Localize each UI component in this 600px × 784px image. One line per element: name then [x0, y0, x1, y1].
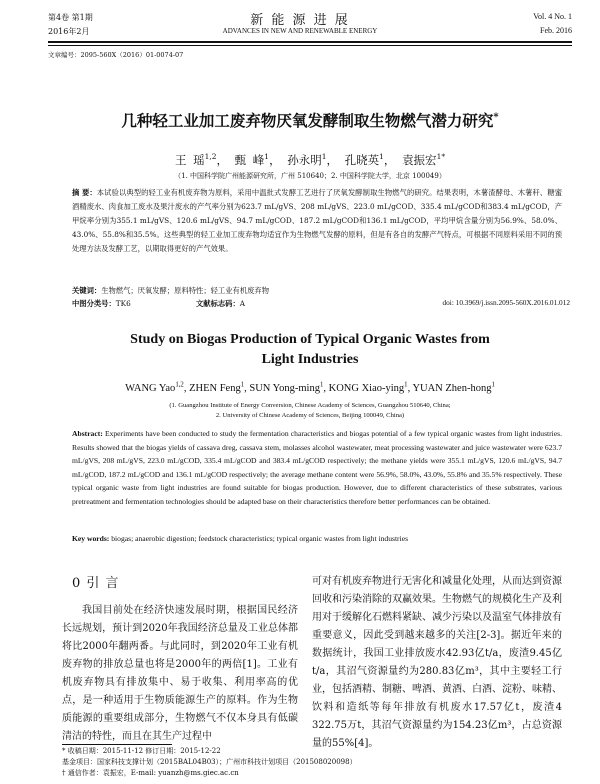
- footnote-received: * 收稿日期：2015-11-12 修订日期：2015-12-22: [62, 747, 221, 755]
- affiliation-en: (1. Guangzhou Institute of Energy Conversion, Chinese Academy of Sciences, Guangzhou 510640, China; 2. University of Chinese Academy of Sciences, Beijing 100049, China): [169, 402, 451, 419]
- body-left-column: 我国目前处在经济快速发展时期，根据国民经济长远规划，预计到2020年我国经济总量及工业总体都将比2000年翻两番。与此同时，到2020年工业有机废弃物的排放总量也将是2000年的两倍[1]。工业有机废弃物具有排放集中、易于收集、利用率高的优点，是一种适用于生物质能源生产的原料。作为生物质能源的重要组成部分，生物燃气不仅本身具有低碳清洁的特性，而且在其生产过程中: [62, 605, 298, 742]
- volume-en: Vol. 4 No. 1: [533, 12, 572, 21]
- authors-cn: 王 瑶$^{1,2}$， 甄 峰$^1$， 孙永明$^1$， 孔晓英$^1$， 袁振宏$^{1*}$: [174, 152, 446, 167]
- abstract-en: Abstract: Experiments have been conducted to study the fermentation characteristics and biogas potential of a few typical organic wastes from light industries. Results showed that the biogas yields of cassava dreg, cassava stem, molasses alcohol wastewater, meat processing wastewater and juice wastewater were 623.7 mL/gVS, 208 mL/gVS, 223.0 mL/gCOD, 335.4 mL/gCOD and 383.4 mL/gCOD respectively; the methane yields were 355.1 mL/gVS, 120.6 mL/gVS, 94.7 mL/gCOD, 187.2 mL/gCOD and 136.1 mL/gCOD respectively; the average methane content were 56.9%, 58.0%, 43.0%, 55.8% and 35.5% respectively. These typical organic waste from light industries are found suitable for biogas production. However, due to different characteristics of these substrates, various pretreatment and fermentation technologies should be adapted base on their characteristics therefore better performances can be obtained.: [72, 429, 562, 506]
- title-cn: 几种轻工业加工废弃物厌氧发酵制取生物燃气潜力研究*: [121, 111, 499, 130]
- date-cn: 2016年2月: [48, 27, 90, 36]
- article-number: 文章编号：2095-560X（2016）01-0074-07: [48, 51, 184, 59]
- keywords-cn: 关键词：生物燃气；厌氧发酵；原料特性；轻工业有机废弃物: [72, 286, 270, 295]
- title-en: Study on Biogas Production of Typical Organic Wastes from Light Industries: [130, 332, 490, 367]
- abstract-cn: 摘 要：本试验以典型的轻工业有机废弃物为原料，采用中温批式发酵工艺进行了厌氧发酵制取生物燃气的研究。结果表明，木薯渣酵母、木薯秆、糖蜜酒精废水、肉食加工废水及果汁废水的产气率分别为623.7 mL/gVS、208 mL/gVS、223.0 mL/gCOD、335.4 mL/gCOD和383.4 mL/gCOD，产甲烷率分别为355.1 mL/gVS、120.6 mL/gVS、94.7 mL/gCOD、187.2 mL/gCOD和136.1 mL/gCOD，平均甲烷含量分别为56.9%、58.0%、43.0%、55.8%和35.5%。这些典型的轻工业加工废弃物均适宜作为生物燃气发酵的原料，但是有各自的发酵产气特点，可根据不同原料采用不同的预处理方法及发酵工艺，以期取得更好的产气效果。: [72, 188, 562, 253]
- section-heading: 0 引 言: [72, 576, 120, 591]
- clc-number: 中图分类号：TK6: [72, 299, 131, 308]
- affiliation-cn: （1. 中国科学院广州能源研究所，广州 510640；2. 中国科学院大学，北京 100049）: [174, 172, 446, 180]
- body-right-column: 可对有机废弃物进行无害化和减量化处理，从而达到资源回收和污染消除的双赢效果。生物燃气的规模化生产及利用对于缓解化石燃料紧缺、减少污染以及温室气体排放有重要意义，因此受到越来越多的关注[2-3]。据近年来的数据统计，我国工业排放废水42.93亿t/a，废渣9.45亿t/a，其沼气资源量约为280.83亿m³，其中主要轻工行业，包括酒精、制糖、啤酒、黄酒、白酒、淀粉、味精、饮料和造纸等每年排放有机废水17.57亿t，废渣4 322.75万t，其沼气资源量约为154.23亿m³，占总资源量的55%[4]。: [312, 576, 562, 749]
- keywords-en: Key words: biogas; anaerobic digestion; feedstock characteristics; typical organic wastes from light industries: [72, 534, 409, 543]
- date-en: Feb. 2016: [540, 26, 572, 35]
- footnote-correspondence: † 通信作者：袁振宏，E-mail: yuanzh@ms.giec.ac.cn: [62, 769, 239, 777]
- footnote-funding: 基金项目：国家科技支撑计划（2015BAL04B03）；广州市科技计划项目（201508020098）: [62, 758, 357, 766]
- doi: doi: 10.3969/j.issn.2095-560X.2016.01.012: [442, 298, 570, 307]
- authors-en: WANG Yao$^{1,2}$, ZHEN Feng$^1$, SUN Yong-ming$^1$, KONG Xiao-ying$^1$, YUAN Zhen-hong$^1$: [125, 381, 495, 394]
- footnote-rule: [62, 744, 172, 745]
- journal-title-en: ADVANCES IN NEW AND RENEWABLE ENERGY: [222, 27, 378, 35]
- document-code: 文献标志码：A: [196, 299, 246, 308]
- volume-cn: 第4卷 第1期: [48, 13, 93, 22]
- header-rule-thin: [48, 45, 572, 46]
- journal-title-cn: 新 能 源 进 展: [250, 13, 350, 28]
- header-rule: [48, 41, 572, 43]
